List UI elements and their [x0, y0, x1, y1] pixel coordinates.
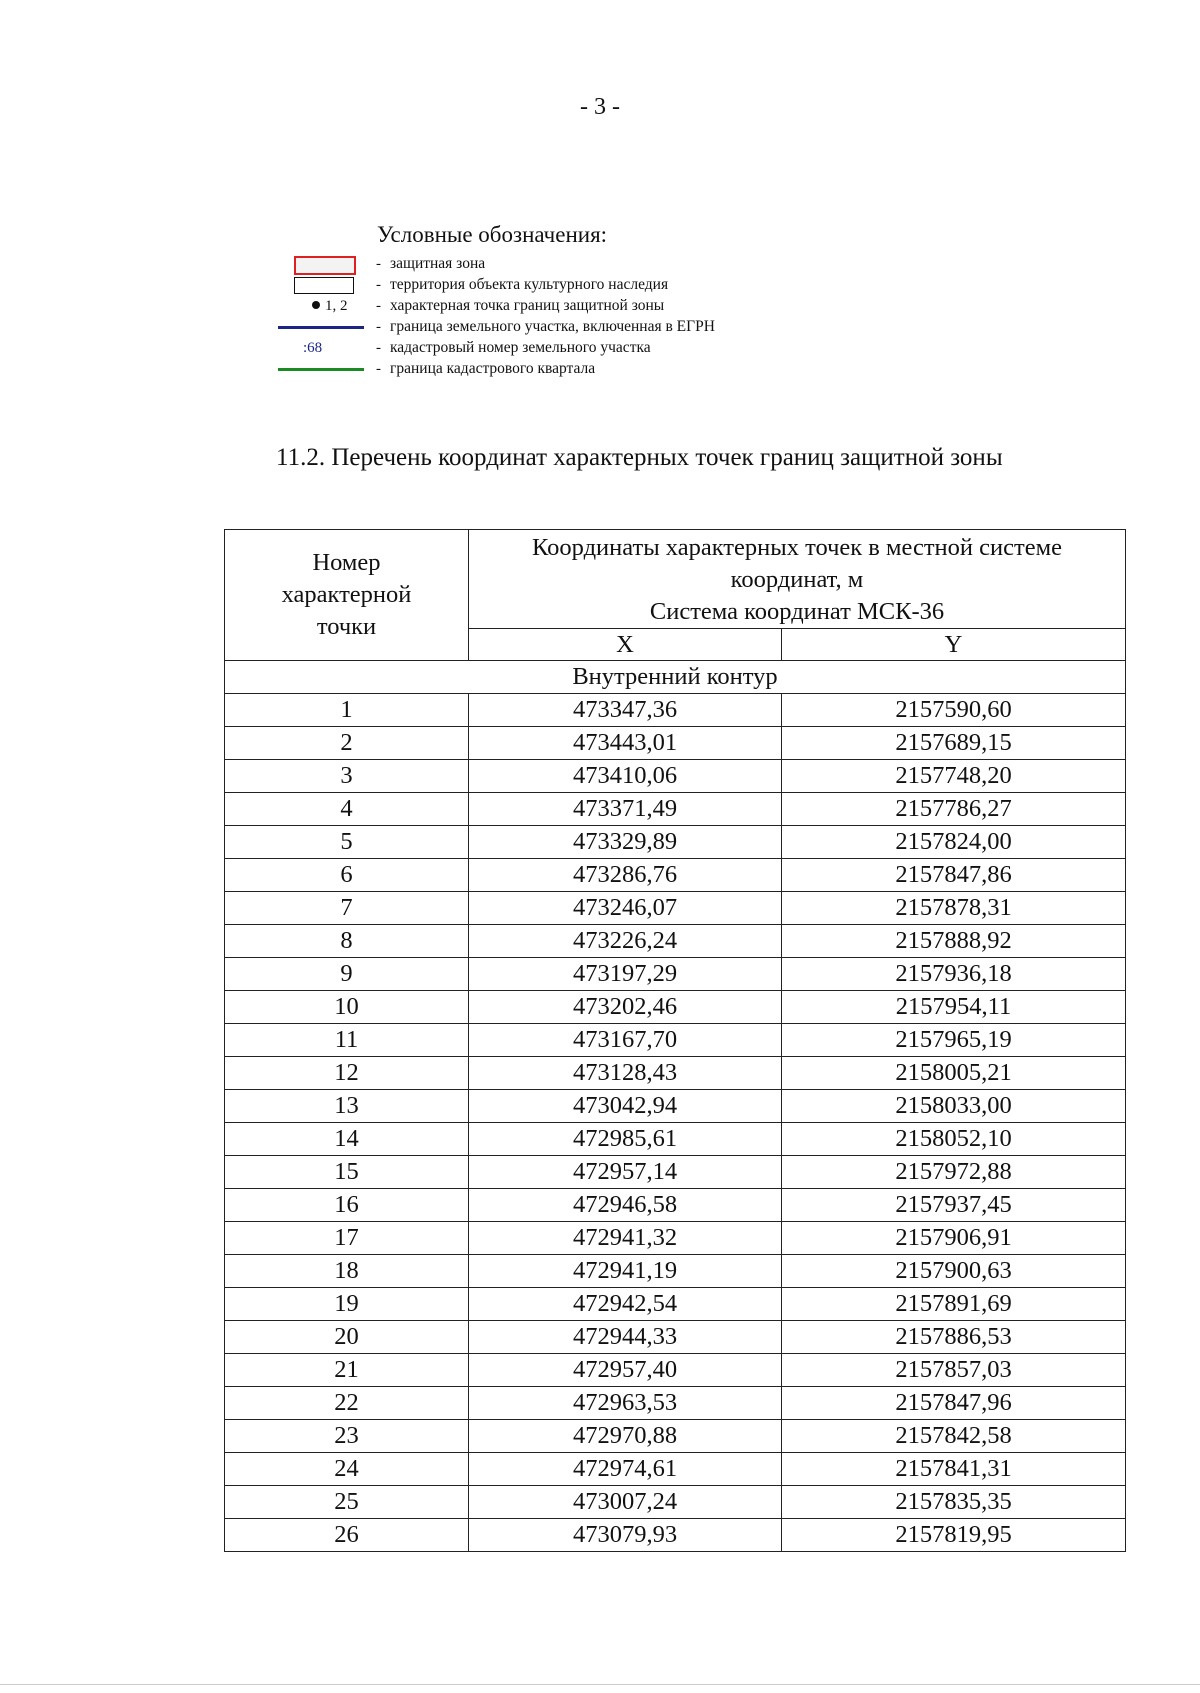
point-number-cell: 10 — [225, 991, 469, 1024]
point-number-cell: 23 — [225, 1420, 469, 1453]
table-row — [225, 1255, 1126, 1288]
table-row — [225, 1123, 1126, 1156]
x-column-header: X — [469, 629, 782, 661]
point-number-cell: 18 — [225, 1255, 469, 1288]
legend-item-parcel-boundary: - граница земельного участка, включенная в ЕГРН — [276, 317, 796, 337]
y-coordinate-cell: 2157906,91 — [782, 1222, 1126, 1255]
table-row — [225, 1321, 1126, 1354]
y-coordinate-cell: 2157937,45 — [782, 1189, 1126, 1222]
point-number-cell: 26 — [225, 1519, 469, 1552]
table-row — [225, 694, 1126, 727]
table-row — [225, 1453, 1126, 1486]
point-number-cell: 9 — [225, 958, 469, 991]
y-coordinate-cell: 2157857,03 — [782, 1354, 1126, 1387]
page-bottom-rule — [0, 1684, 1200, 1685]
y-coordinate-cell: 2157965,19 — [782, 1024, 1126, 1057]
green-line-icon — [276, 359, 366, 379]
y-coordinate-cell: 2157842,58 — [782, 1420, 1126, 1453]
legend-item-label: кадастровый номер земельного участка — [390, 339, 651, 356]
y-coordinate-cell: 2157972,88 — [782, 1156, 1126, 1189]
point-number-cell: 1 — [225, 694, 469, 727]
y-column-header: Y — [782, 629, 1126, 661]
point-number-cell: 17 — [225, 1222, 469, 1255]
x-coordinate-cell: 473226,24 — [469, 925, 782, 958]
y-coordinate-cell: 2157689,15 — [782, 727, 1126, 760]
table-row — [225, 1519, 1126, 1552]
table-row — [225, 958, 1126, 991]
point-number-cell: 6 — [225, 859, 469, 892]
x-coordinate-cell: 473167,70 — [469, 1024, 782, 1057]
point-number-cell: 2 — [225, 727, 469, 760]
y-coordinate-cell: 2157590,60 — [782, 694, 1126, 727]
table-row — [225, 859, 1126, 892]
cadastral-number-label: :68 — [303, 340, 323, 356]
point-number-cell: 5 — [225, 826, 469, 859]
point-number-cell: 7 — [225, 892, 469, 925]
x-coordinate-cell: 473007,24 — [469, 1486, 782, 1519]
legend-item-label: защитная зона — [390, 255, 486, 272]
y-coordinate-cell: 2158052,10 — [782, 1123, 1126, 1156]
y-coordinate-cell: 2157841,31 — [782, 1453, 1126, 1486]
x-coordinate-cell: 472970,88 — [469, 1420, 782, 1453]
table-row — [225, 1288, 1126, 1321]
y-coordinate-cell: 2157748,20 — [782, 760, 1126, 793]
point-number-cell: 4 — [225, 793, 469, 826]
table-row — [225, 1024, 1126, 1057]
point-number-cell: 16 — [225, 1189, 469, 1222]
x-coordinate-cell: 472963,53 — [469, 1387, 782, 1420]
point-number-cell: 11 — [225, 1024, 469, 1057]
point-number-cell: 20 — [225, 1321, 469, 1354]
point-number-cell: 21 — [225, 1354, 469, 1387]
legend-title: Условные обозначения: — [377, 222, 608, 247]
x-coordinate-cell: 473371,49 — [469, 793, 782, 826]
y-coordinate-cell: 2158033,00 — [782, 1090, 1126, 1123]
point-number-cell: 25 — [225, 1486, 469, 1519]
point-marker-icon — [276, 296, 366, 316]
x-coordinate-cell: 473410,06 — [469, 760, 782, 793]
point-number-cell: 12 — [225, 1057, 469, 1090]
contour-group-label: Внутренний контур — [225, 661, 1126, 694]
x-coordinate-cell: 472941,19 — [469, 1255, 782, 1288]
x-coordinate-cell: 472985,61 — [469, 1123, 782, 1156]
x-coordinate-cell: 473079,93 — [469, 1519, 782, 1552]
table-row — [225, 1057, 1126, 1090]
point-number-cell: 24 — [225, 1453, 469, 1486]
x-coordinate-cell: 472957,40 — [469, 1354, 782, 1387]
y-coordinate-cell: 2157936,18 — [782, 958, 1126, 991]
legend-item-label: граница земельного участка, включенная в ЕГРН — [390, 318, 715, 335]
x-coordinate-cell: 473347,36 — [469, 694, 782, 727]
x-coordinate-cell: 473202,46 — [469, 991, 782, 1024]
y-coordinate-cell: 2157900,63 — [782, 1255, 1126, 1288]
y-coordinate-cell: 2157835,35 — [782, 1486, 1126, 1519]
x-coordinate-cell: 473042,94 — [469, 1090, 782, 1123]
x-coordinate-cell: 473197,29 — [469, 958, 782, 991]
y-coordinate-cell: 2157954,11 — [782, 991, 1126, 1024]
table-row — [225, 760, 1126, 793]
legend-item-cadastral-number: :68 - кадастровый номер земельного участка — [276, 338, 796, 358]
legend-item-label: характерная точка границ защитной зоны — [390, 297, 665, 314]
table-row — [225, 1354, 1126, 1387]
point-number-cell: 19 — [225, 1288, 469, 1321]
x-coordinate-cell: 473286,76 — [469, 859, 782, 892]
y-coordinate-cell: 2157888,92 — [782, 925, 1126, 958]
coordinates-table — [224, 529, 1126, 1552]
table-row — [225, 1387, 1126, 1420]
point-number-cell: 3 — [225, 760, 469, 793]
y-coordinate-cell: 2157891,69 — [782, 1288, 1126, 1321]
legend-item-heritage-territory: - территория объекта культурного наследия — [276, 275, 796, 295]
y-coordinate-cell: 2157847,86 — [782, 859, 1126, 892]
x-coordinate-cell: 472946,58 — [469, 1189, 782, 1222]
protective-zone-icon — [276, 254, 366, 274]
legend-item-label: территория объекта культурного наследия — [390, 276, 669, 293]
table-row — [225, 1486, 1126, 1519]
point-number-cell: 14 — [225, 1123, 469, 1156]
y-coordinate-cell: 2157824,00 — [782, 826, 1126, 859]
table-row — [225, 1189, 1126, 1222]
point-number-cell: 15 — [225, 1156, 469, 1189]
x-coordinate-cell: 472942,54 — [469, 1288, 782, 1321]
x-coordinate-cell: 473443,01 — [469, 727, 782, 760]
table-row — [225, 1222, 1126, 1255]
x-coordinate-cell: 473329,89 — [469, 826, 782, 859]
y-coordinate-cell: 2157886,53 — [782, 1321, 1126, 1354]
y-coordinate-cell: 2157878,31 — [782, 892, 1126, 925]
table-row — [225, 991, 1126, 1024]
section-title: 11.2. Перечень координат характерных точек границ защитной зоны — [276, 444, 1003, 471]
table-row — [225, 1090, 1126, 1123]
table-row — [225, 826, 1126, 859]
point-number-cell: 8 — [225, 925, 469, 958]
legend-item-label: граница кадастрового квартала — [390, 360, 596, 377]
table-row — [225, 727, 1126, 760]
table-row — [225, 793, 1126, 826]
point-number-cell: 13 — [225, 1090, 469, 1123]
x-coordinate-cell: 472941,32 — [469, 1222, 782, 1255]
heritage-territory-icon — [276, 275, 366, 295]
blue-line-icon — [276, 317, 366, 337]
y-coordinate-cell: 2158005,21 — [782, 1057, 1126, 1090]
coordinates-header: Координаты характерных точек в местной системе координат, м Система координат МСК-36 — [469, 530, 1126, 629]
legend-item-characteristic-point: 1, 2 - характерная точка границ защитной зоны — [276, 296, 796, 316]
y-coordinate-cell: 2157847,96 — [782, 1387, 1126, 1420]
x-coordinate-cell: 472944,33 — [469, 1321, 782, 1354]
cadastral-number-icon — [276, 338, 366, 358]
x-coordinate-cell: 472974,61 — [469, 1453, 782, 1486]
y-coordinate-cell: 2157819,95 — [782, 1519, 1126, 1552]
point-marker-label: 1, 2 — [325, 298, 348, 314]
table-row — [225, 1156, 1126, 1189]
legend-item-quarter-boundary: - граница кадастрового квартала — [276, 359, 796, 379]
x-coordinate-cell: 473246,07 — [469, 892, 782, 925]
point-number-cell: 22 — [225, 1387, 469, 1420]
x-coordinate-cell: 473128,43 — [469, 1057, 782, 1090]
page-number: - 3 - — [580, 94, 620, 120]
table-row — [225, 892, 1126, 925]
table-row — [225, 1420, 1126, 1453]
legend-item-protective-zone: - защитная зона — [276, 254, 796, 274]
table-row — [225, 925, 1126, 958]
x-coordinate-cell: 472957,14 — [469, 1156, 782, 1189]
point-number-header: Номер характерной точки — [225, 530, 469, 661]
y-coordinate-cell: 2157786,27 — [782, 793, 1126, 826]
